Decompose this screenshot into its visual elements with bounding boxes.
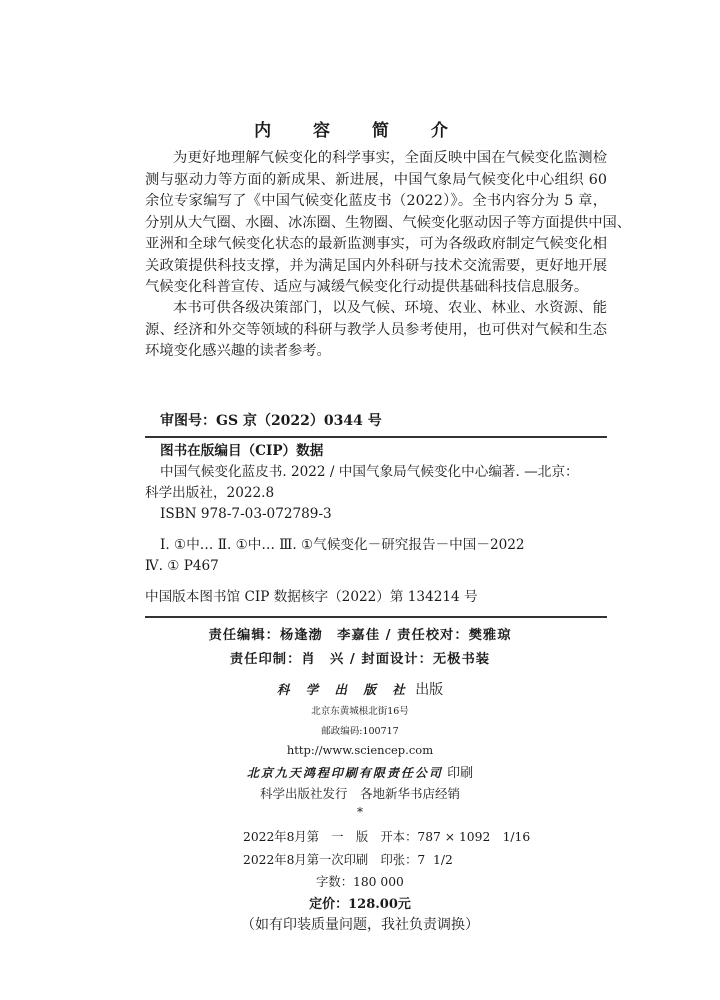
printer-line [0, 762, 720, 781]
isbn: ISBN 978-7-03-072789-3 [160, 506, 332, 522]
separator-asterisk: * [357, 805, 363, 819]
printer-name: 北京九天鸿程印刷有限责任公司 [246, 766, 443, 780]
publisher-address: 北京东黄城根北街16号 [311, 706, 409, 717]
cip-heading: 图书在版编目（CIP）数据 [160, 443, 324, 459]
edition-info: 2022年8月第 一 版 开本：787 × 1092 1/16 [243, 830, 531, 844]
text-line: 本书可供各级决策部门，以及气候、环境、农业、林业、水资源、能 [173, 300, 607, 316]
text-line: 气候变化科普宣传、适应与减缓气候变化行动提供基础科技信息服务。 [145, 279, 589, 295]
credits-editors: 责任编辑：杨逢渤 李嘉佳 / 责任校对：樊雅琼 [208, 628, 512, 643]
publisher-name: 科 学 出 版 社 [276, 682, 411, 697]
publisher-postcode: 邮政编码:100717 [321, 726, 399, 737]
distribution: 科学出版社发行 各地新华书店经销 [259, 786, 460, 801]
cip-title-line: 中国气候变化蓝皮书. 2022 / 中国气象局气候变化中心编著. —北京： [160, 464, 579, 480]
cip-classification-2: Ⅳ. ① P467 [145, 558, 219, 574]
publisher-website: http://www.sciencep.com [286, 743, 434, 757]
summary-paragraph-1 [145, 148, 632, 299]
text-line: 亚洲和全球气候变化状态的最新监测事实，可为各级政府制定气候变化相 [145, 236, 607, 252]
cip-block [145, 441, 607, 608]
divider-bottom [145, 616, 607, 618]
map-approval-number: 审图号：GS 京（2022）0344 号 [160, 413, 382, 429]
cip-number: 中国版本图书馆 CIP 数据核字（2022）第 134214 号 [145, 589, 478, 605]
printer-suffix: 印刷 [447, 766, 474, 781]
cip-classification: Ⅰ. ①中… Ⅱ. ①中… Ⅲ. ①气候变化－研究报告－中国－2022 [160, 537, 525, 553]
cip-publisher-line: 科学出版社，2022.8 [145, 485, 275, 501]
word-count: 字数：180 000 [316, 875, 404, 889]
page-title: 内 容 简 介 [254, 121, 466, 141]
divider-top [145, 436, 607, 438]
credits-printing: 责任印制：肖 兴 / 封面设计：无极书装 [229, 652, 491, 667]
summary-paragraph-2 [145, 298, 607, 363]
publisher-line [0, 679, 720, 699]
text-line: 余位专家编写了《中国气候变化蓝皮书（2022）》。全书内容分为 5 章， [145, 193, 607, 209]
price: 定价：128.00元 [309, 897, 411, 912]
text-line: 测与驱动力等方面的新成果、新进展，中国气象局气候变化中心组织 60 [145, 171, 607, 188]
printing-info: 2022年8月第一次印刷 印张：7 1/2 [243, 853, 453, 867]
quality-note: （如有印装质量问题，我社负责调换） [241, 917, 479, 933]
publisher-suffix: 出版 [415, 682, 444, 698]
text-line: 关政策提供科技支撑，并为满足国内外科研与技术交流需要，更好地开展 [145, 257, 607, 274]
text-line: 环境变化感兴趣的读者参考。 [145, 343, 331, 359]
text-line: 源、经济和外交等领域的科研与教学人员参考使用，也可供对气候和生态 [145, 321, 607, 338]
text-line: 为更好地理解气候变化的科学事实，全面反映中国在气候变化监测检 [173, 150, 607, 166]
text-line: 分别从大气圈、水圈、冰冻圈、生物圈、气候变化驱动因子等方面提供中国、 [145, 214, 632, 231]
